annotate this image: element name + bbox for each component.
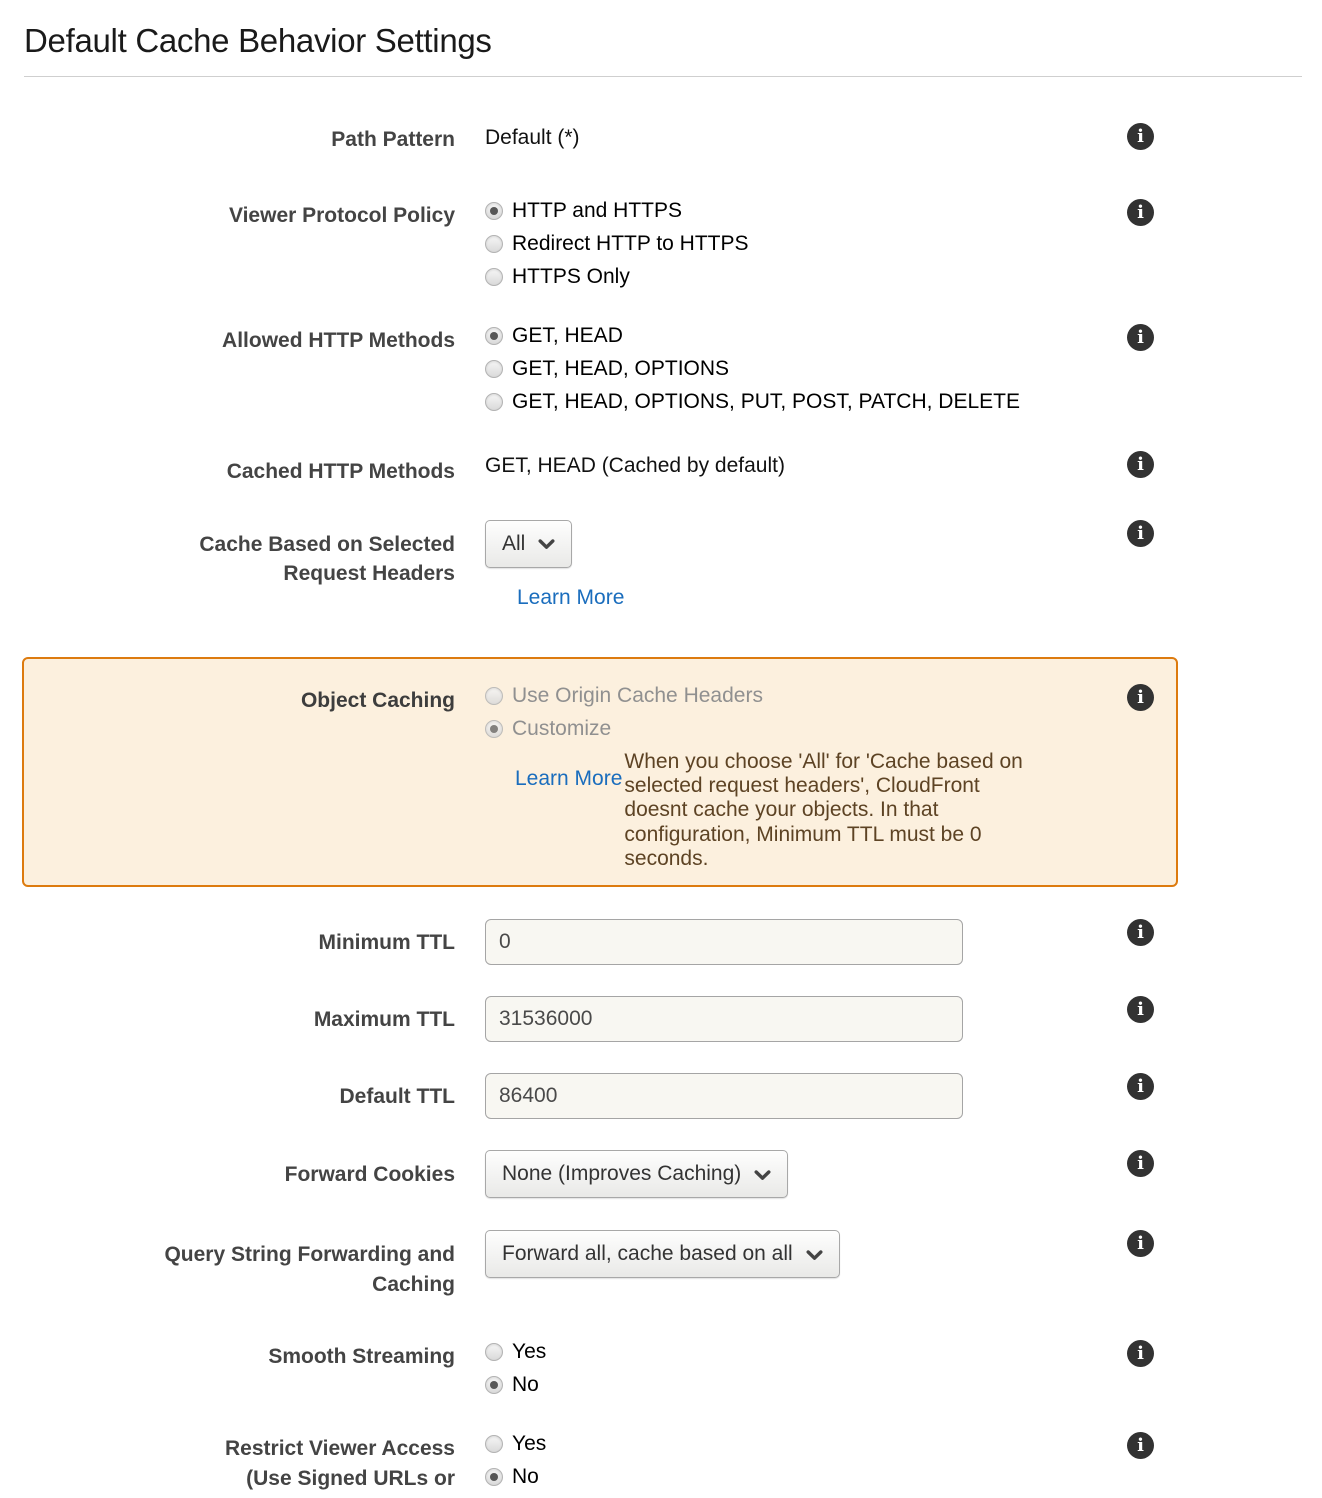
info-icon[interactable]: i bbox=[1127, 520, 1154, 547]
object-caching-option-origin-headers[interactable] bbox=[485, 684, 1127, 708]
default-ttl-label: Default TTL bbox=[339, 1085, 455, 1109]
select-value: All bbox=[502, 531, 526, 555]
radio-option-label: Yes bbox=[512, 1340, 547, 1364]
object-caching-option-customize[interactable] bbox=[485, 717, 1127, 741]
cache-headers-select[interactable] bbox=[485, 520, 572, 568]
info-icon[interactable]: i bbox=[1127, 1150, 1154, 1177]
radio-icon[interactable] bbox=[485, 1376, 503, 1394]
row-cached-http-methods bbox=[24, 451, 1322, 487]
radio-icon[interactable] bbox=[485, 687, 503, 705]
radio-icon[interactable] bbox=[485, 1468, 503, 1486]
viewer-protocol-option-https-only[interactable] bbox=[485, 265, 1127, 289]
radio-option-label: HTTPS Only bbox=[512, 264, 630, 288]
row-forward-cookies bbox=[24, 1150, 1322, 1198]
forward-cookies-label: Forward Cookies bbox=[284, 1163, 455, 1187]
select-value: Forward all, cache based on all bbox=[502, 1242, 793, 1266]
row-query-string-forwarding bbox=[24, 1230, 1322, 1300]
info-icon[interactable]: i bbox=[1127, 123, 1154, 150]
minimum-ttl-label: Minimum TTL bbox=[318, 931, 455, 955]
query-string-label-line1: Query String Forwarding and bbox=[164, 1243, 455, 1267]
smooth-streaming-option-no[interactable] bbox=[485, 1373, 1127, 1397]
row-cache-based-headers bbox=[24, 520, 1322, 610]
info-icon[interactable]: i bbox=[1127, 199, 1154, 226]
row-path-pattern bbox=[24, 123, 1322, 155]
viewer-protocol-option-redirect[interactable] bbox=[485, 232, 1127, 256]
radio-icon[interactable] bbox=[485, 1343, 503, 1361]
allowed-methods-option-all[interactable] bbox=[485, 390, 1127, 414]
info-icon[interactable]: i bbox=[1127, 1340, 1154, 1367]
chevron-down-icon bbox=[538, 539, 555, 550]
row-maximum-ttl bbox=[24, 996, 1322, 1042]
cache-warning-text: When you choose 'All' for 'Cache based on selected request headers', CloudFront doesnt cache your objects. In that configuration, Minimum TTL must be 0 seconds. bbox=[624, 749, 1023, 871]
radio-option-label: Redirect HTTP to HTTPS bbox=[512, 231, 749, 255]
settings-form bbox=[24, 77, 1322, 1498]
chevron-down-icon bbox=[806, 1250, 823, 1261]
smooth-streaming-option-yes[interactable] bbox=[485, 1340, 1127, 1364]
viewer-protocol-policy-label: Viewer Protocol Policy bbox=[228, 203, 455, 227]
info-icon[interactable]: i bbox=[1127, 1073, 1154, 1100]
radio-icon[interactable] bbox=[485, 360, 503, 378]
minimum-ttl-input[interactable] bbox=[485, 919, 963, 965]
restrict-viewer-access-label-line2: (Use Signed URLs or bbox=[246, 1466, 455, 1490]
path-pattern-value: Default (*) bbox=[485, 126, 580, 149]
radio-option-label: GET, HEAD, OPTIONS, PUT, POST, PATCH, DELETE bbox=[512, 389, 1020, 413]
row-allowed-http-methods bbox=[24, 324, 1322, 423]
allowed-methods-option-get-head-options[interactable] bbox=[485, 357, 1127, 381]
restrict-viewer-option-yes[interactable] bbox=[485, 1432, 1127, 1456]
forward-cookies-select[interactable] bbox=[485, 1150, 788, 1198]
row-viewer-protocol-policy bbox=[24, 199, 1322, 298]
query-string-label-line2: Caching bbox=[372, 1273, 455, 1297]
radio-icon[interactable] bbox=[485, 327, 503, 345]
row-default-ttl bbox=[24, 1073, 1322, 1119]
cache-based-headers-label-line1: Cache Based on Selected bbox=[199, 532, 455, 556]
learn-more-link[interactable]: Learn More bbox=[515, 766, 623, 790]
radio-icon[interactable] bbox=[485, 235, 503, 253]
radio-option-label: GET, HEAD bbox=[512, 323, 623, 347]
learn-more-link[interactable]: Learn More bbox=[517, 585, 625, 609]
cache-based-headers-label-line2: Request Headers bbox=[283, 562, 455, 586]
radio-option-label: Yes bbox=[512, 1432, 547, 1456]
row-minimum-ttl bbox=[24, 919, 1322, 965]
cached-http-methods-label: Cached HTTP Methods bbox=[226, 459, 455, 483]
row-object-caching bbox=[24, 684, 1176, 872]
info-icon[interactable]: i bbox=[1127, 996, 1154, 1023]
radio-icon[interactable] bbox=[485, 393, 503, 411]
query-string-select[interactable] bbox=[485, 1230, 840, 1278]
radio-option-label: HTTP and HTTPS bbox=[512, 198, 682, 222]
object-caching-note bbox=[485, 750, 1127, 872]
radio-icon[interactable] bbox=[485, 720, 503, 738]
radio-option-label: Customize bbox=[512, 716, 612, 740]
info-icon[interactable]: i bbox=[1127, 324, 1154, 351]
default-ttl-input[interactable] bbox=[485, 1073, 963, 1119]
smooth-streaming-label: Smooth Streaming bbox=[268, 1345, 455, 1369]
radio-option-label: No bbox=[512, 1465, 539, 1489]
maximum-ttl-label: Maximum TTL bbox=[313, 1008, 455, 1032]
object-caching-label: Object Caching bbox=[300, 688, 455, 712]
row-smooth-streaming bbox=[24, 1340, 1322, 1406]
path-pattern-label: Path Pattern bbox=[331, 128, 455, 151]
info-icon[interactable]: i bbox=[1127, 451, 1154, 478]
maximum-ttl-input[interactable] bbox=[485, 996, 963, 1042]
radio-icon[interactable] bbox=[485, 1435, 503, 1453]
chevron-down-icon bbox=[754, 1170, 771, 1181]
page-title: Default Cache Behavior Settings bbox=[24, 22, 492, 59]
info-icon[interactable]: i bbox=[1127, 684, 1154, 711]
allowed-http-methods-label: Allowed HTTP Methods bbox=[222, 328, 455, 352]
radio-option-label: GET, HEAD, OPTIONS bbox=[512, 356, 730, 380]
object-caching-highlight-box bbox=[22, 657, 1178, 888]
info-icon[interactable]: i bbox=[1127, 919, 1154, 946]
restrict-viewer-access-label-line1: Restrict Viewer Access bbox=[225, 1437, 455, 1461]
allowed-methods-option-get-head[interactable] bbox=[485, 324, 1127, 348]
info-icon[interactable]: i bbox=[1127, 1432, 1154, 1459]
viewer-protocol-option-http-and-https[interactable] bbox=[485, 199, 1127, 223]
radio-option-label: Use Origin Cache Headers bbox=[512, 683, 763, 707]
radio-icon[interactable] bbox=[485, 268, 503, 286]
cached-http-methods-value: GET, HEAD (Cached by default) bbox=[485, 453, 785, 477]
restrict-viewer-option-no[interactable] bbox=[485, 1465, 1127, 1489]
row-restrict-viewer-access bbox=[24, 1432, 1322, 1498]
radio-option-label: No bbox=[512, 1373, 539, 1397]
select-value: None (Improves Caching) bbox=[502, 1162, 742, 1186]
info-icon[interactable]: i bbox=[1127, 1230, 1154, 1257]
radio-icon[interactable] bbox=[485, 202, 503, 220]
